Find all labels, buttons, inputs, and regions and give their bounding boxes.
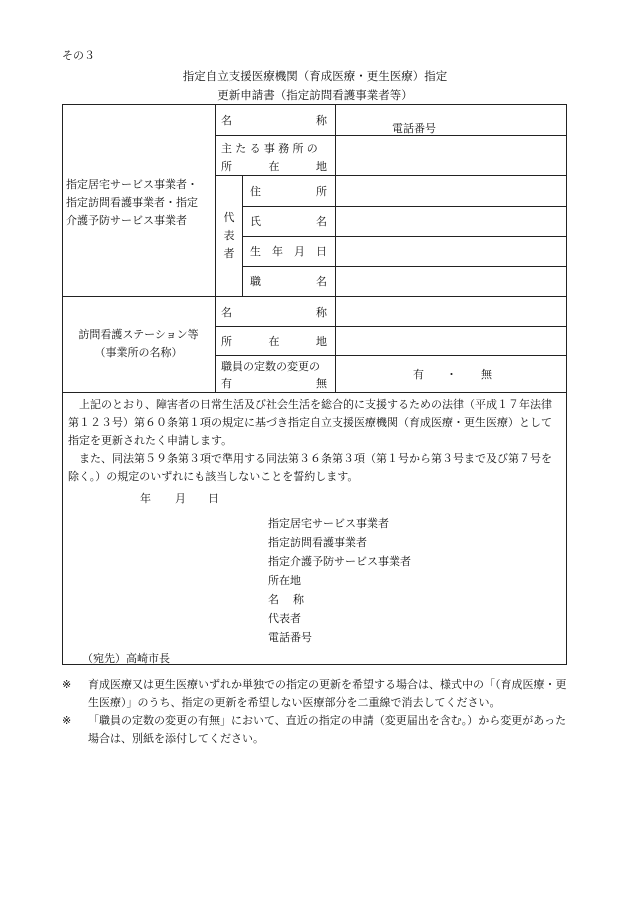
label-char: 名 bbox=[221, 114, 232, 127]
grid-line bbox=[242, 236, 567, 237]
representative-label bbox=[216, 206, 242, 266]
office-label-line2 bbox=[221, 158, 327, 174]
signature-line-3: 指定介護予防サービス事業者 bbox=[268, 555, 411, 568]
declaration-paragraph-2: また、同法第５９条第３項で準用する同法第３６条第３項（第１号から第３号まで及び第７号を除く。）の規定のいずれにも該当しないことを誓約します。 bbox=[68, 452, 552, 483]
label-char: 年 bbox=[272, 245, 283, 258]
phone-label: 電話番号 bbox=[392, 122, 436, 135]
grid-line bbox=[62, 392, 567, 393]
rep-position-field[interactable] bbox=[340, 268, 564, 294]
label-char: 称 bbox=[316, 114, 327, 127]
label-char: 者 bbox=[223, 247, 235, 260]
note-mark: ※ bbox=[62, 714, 72, 727]
rep-birthdate-field[interactable] bbox=[340, 238, 564, 264]
station-name-label bbox=[221, 304, 327, 320]
grid-line bbox=[242, 206, 567, 207]
staff-change-label-line2 bbox=[221, 375, 327, 391]
label-char: 所 bbox=[221, 160, 232, 173]
staff-change-label-line1: 職員の定数の変更の bbox=[221, 360, 320, 373]
label-char: 月 bbox=[294, 245, 305, 258]
label-char: 職 bbox=[250, 275, 261, 288]
label-char: 代 bbox=[223, 211, 235, 224]
form-title-line2: 更新申請書（指定訪問看護事業者等） bbox=[217, 88, 413, 102]
grid-line bbox=[242, 266, 567, 267]
signature-location: 所在地 bbox=[268, 574, 301, 587]
document-number: その３ bbox=[62, 49, 95, 62]
date-month-label: 月 bbox=[175, 492, 186, 505]
label-char: 名 bbox=[316, 275, 327, 288]
form-title-line1: 指定自立支援医療機関（育成医療・更生医療）指定 bbox=[182, 69, 448, 83]
label-char: 有 bbox=[221, 377, 232, 390]
address-label bbox=[250, 183, 327, 199]
person-name-label bbox=[250, 213, 327, 229]
station-location-label bbox=[221, 333, 327, 349]
label-char: 地 bbox=[316, 160, 327, 173]
rep-name-field[interactable] bbox=[340, 208, 564, 234]
grid-line bbox=[215, 135, 567, 136]
label-char: 生 bbox=[250, 245, 261, 258]
signature-line-2: 指定訪問看護事業者 bbox=[268, 536, 367, 549]
staff-change-separator: ・ bbox=[446, 368, 457, 381]
station-section-label bbox=[62, 326, 215, 362]
grid-line bbox=[335, 104, 336, 392]
note-item bbox=[62, 712, 572, 748]
station-location-field[interactable] bbox=[340, 328, 564, 353]
applicant-name-field[interactable] bbox=[340, 106, 564, 133]
birthdate-label bbox=[250, 243, 327, 259]
label-char: 所 bbox=[221, 335, 232, 348]
station-name-field[interactable] bbox=[340, 299, 564, 324]
notes bbox=[62, 676, 572, 748]
label-char: 表 bbox=[223, 229, 235, 242]
date-year-label: 年 bbox=[140, 492, 151, 505]
label-char: 名 bbox=[268, 593, 279, 606]
grid-line bbox=[215, 355, 567, 356]
signature-line-1: 指定居宅サービス事業者 bbox=[268, 517, 389, 530]
position-label bbox=[250, 273, 327, 289]
label-line: 指定居宅サービス事業者・ bbox=[66, 178, 198, 191]
label-char: 日 bbox=[316, 245, 327, 258]
applicant-section-label bbox=[66, 176, 214, 230]
label-char: 氏 bbox=[250, 215, 261, 228]
label-char: 無 bbox=[316, 377, 327, 390]
office-location-field[interactable] bbox=[340, 138, 564, 173]
label-text: 主たる事務所の bbox=[221, 142, 322, 155]
staff-change-yes-option[interactable]: 有 bbox=[413, 368, 424, 381]
label-line: 指定訪問看護事業者・指定 bbox=[66, 196, 198, 209]
label-line: 訪問看護ステーション等 bbox=[78, 328, 199, 341]
note-mark: ※ bbox=[62, 678, 72, 691]
addressee: （宛先）高崎市長 bbox=[82, 652, 170, 665]
signature-phone: 電話番号 bbox=[268, 631, 312, 644]
declaration-paragraph-1: 上記のとおり、障害者の日常生活及び社会生活を総合的に支援するための法律（平成１７年法律第１２３号）第６０条第１項の規定に基づき指定自立支援医療機関（育成医療・更生医療）として指定を更新されたく申請します。 bbox=[68, 398, 552, 447]
label-char: 地 bbox=[316, 335, 327, 348]
grid-line bbox=[215, 326, 567, 327]
note-text: 「職員の定数の変更の有無」において、直近の指定の申請（変更届出を含む。）から変更があった場合は、別紙を添付してください。 bbox=[88, 714, 567, 745]
date-day-label: 日 bbox=[208, 492, 219, 505]
office-label-line1 bbox=[221, 140, 327, 156]
note-item bbox=[62, 676, 572, 712]
rep-address-field[interactable] bbox=[340, 178, 564, 204]
note-text: 育成医療又は更生医療いずれか単独での指定の更新を希望する場合は、様式中の「（育成医療・更生医療）」のうち、指定の更新を希望しない医療部分を二重線で消去してください。 bbox=[88, 678, 567, 709]
label-char: 称 bbox=[316, 306, 327, 319]
grid-line bbox=[62, 296, 567, 297]
label-char: 称 bbox=[293, 593, 304, 606]
grid-line bbox=[215, 175, 567, 176]
label-char: 名 bbox=[316, 215, 327, 228]
label-char: 住 bbox=[250, 185, 261, 198]
label-char: 所 bbox=[316, 185, 327, 198]
staff-change-no-option[interactable]: 無 bbox=[481, 368, 492, 381]
applicant-name-label bbox=[221, 112, 327, 128]
label-char: 在 bbox=[268, 160, 280, 173]
label-line: （事業所の名称） bbox=[94, 346, 183, 359]
signature-representative: 代表者 bbox=[268, 612, 301, 625]
label-line: 介護予防サービス事業者 bbox=[66, 214, 187, 227]
label-char: 在 bbox=[268, 335, 280, 348]
label-char: 名 bbox=[221, 306, 232, 319]
signature-name-label bbox=[268, 591, 304, 607]
